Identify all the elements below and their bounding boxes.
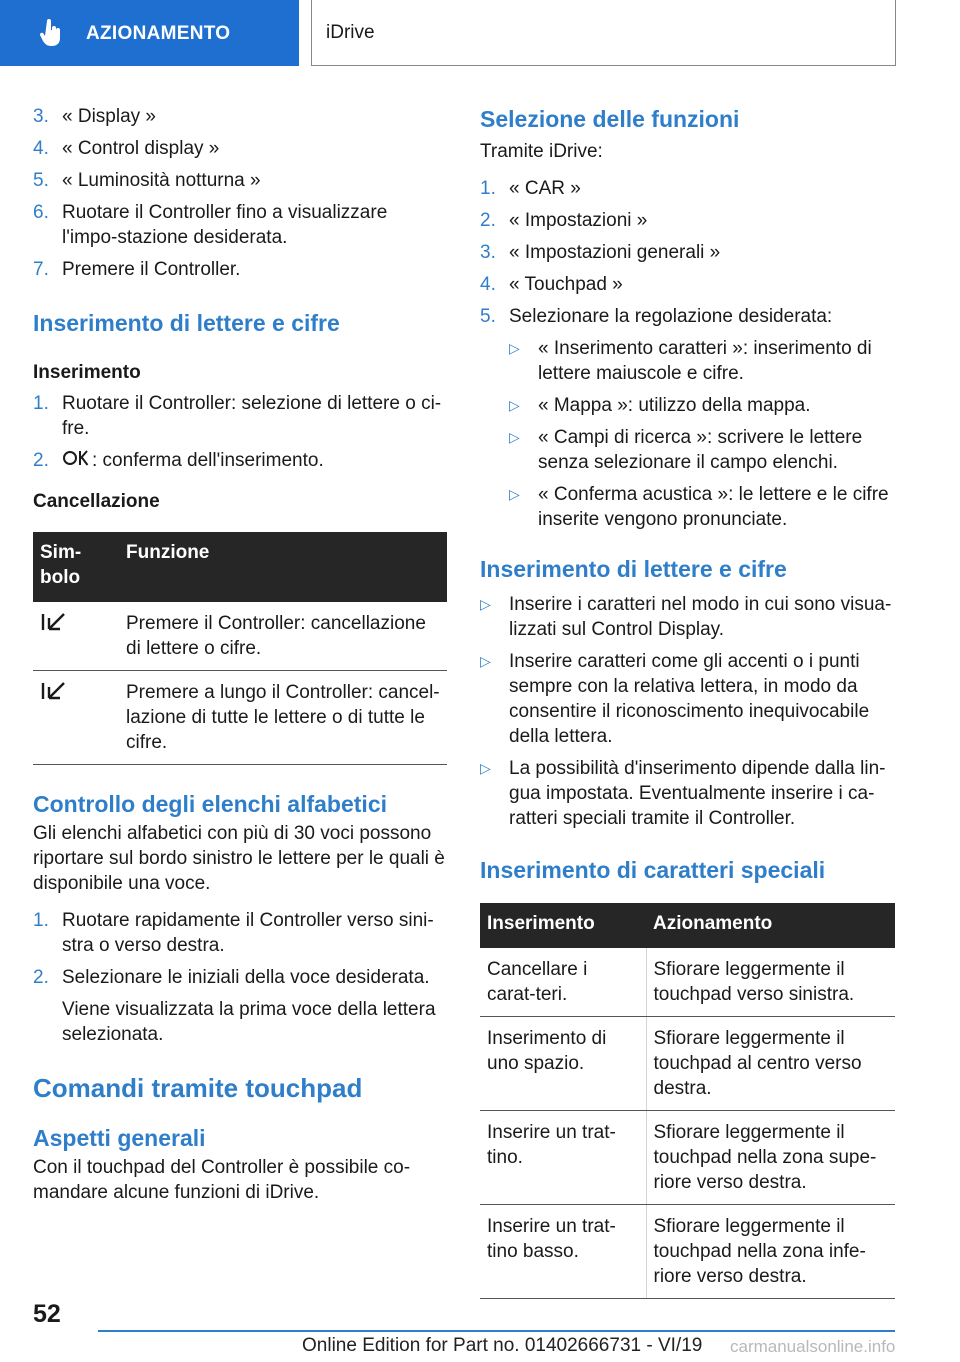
left-column [33,104,447,1205]
intro-text: Tramite iDrive: [480,141,603,162]
subheading-delete: Cancellazione [33,491,160,512]
options-list [509,336,895,532]
triangle-bullet-icon: ▷ [480,760,491,776]
table-cell: Sfiorare leggermente il touchpad verso sinistra. [646,948,895,1017]
table-header: Funzione [119,532,447,602]
input-tips-list [480,592,895,831]
heading-input-letters: Inserimento di lettere e cifre [480,556,787,582]
chapter-tab [311,0,896,66]
right-column [480,104,895,1299]
heading-letters-digits: Inserimento di lettere e cifre [33,310,340,336]
subheading-insert: Inserimento [33,362,141,383]
list-item: 5. Selezionare la regolazione desiderata: [480,306,833,327]
list-item: 1. Ruotare il Controller: selezione di lettere o ci-fre. [33,393,442,439]
table-cell: Premere il Controller: cancellazione di lettere o cifre. [119,602,447,671]
hand-pointer-icon [40,19,62,47]
list-item: ▷ Inserire caratteri come gli accenti o i punti sempre con la relativa lettera, in modo da consentire il riconoscimento inequivocabile della lettera. [480,651,870,747]
table-header: Sim-bolo [33,532,119,602]
page-number: 52 [33,1300,61,1328]
list-item: 4. « Touchpad » [480,274,623,295]
table-cell: Sfiorare leggermente il touchpad nella zona supe-riore verso destra. [646,1111,895,1205]
section-tab [0,0,299,66]
delete-table [33,532,447,765]
steps-insert [33,391,447,473]
list-item: 4. « Control display » [33,138,220,159]
paragraph-touchpad: Con il touchpad del Controller è possibile co-mandare alcune funzioni di iDrive. [33,1157,411,1203]
table-header-row [480,903,895,948]
triangle-bullet-icon: ▷ [509,429,520,445]
table-row [33,602,447,671]
special-chars-table [480,903,895,1299]
table-row [480,948,895,1017]
steps-top [33,104,447,282]
list-item: 7. Premere il Controller. [33,259,241,280]
list-item: 1. Ruotare rapidamente il Controller verso sini-stra o verso destra. [33,910,434,956]
triangle-bullet-icon: ▷ [509,397,520,413]
table-cell: Cancellare i carat-teri. [480,948,646,1017]
heading-touchpad: Comandi tramite touchpad [33,1073,363,1103]
list-item: 3. « Display » [33,106,156,127]
triangle-bullet-icon: ▷ [480,596,491,612]
table-cell: Inserire un trat-tino basso. [480,1205,646,1299]
list-item: ▷ La possibilità d'inserimento dipende dalla lin-gua impostata. Eventualmente inserire i ca-ratteri speciali tramite il Controller. [480,758,886,829]
list-item: ▷ « Mappa »: utilizzo della mappa. [509,395,811,416]
triangle-bullet-icon: ▷ [480,653,491,669]
watermark: carmanualsonline.info [730,1337,896,1356]
table-cell: Premere a lungo il Controller: cancel-lazione di tutte le lettere o di tutte le cifre. [119,671,447,765]
section-title: AZIONAMENTO [86,22,231,44]
backspace-arrow-icon [40,611,68,633]
heading-select-functions: Selezione delle funzioni [480,106,740,132]
note-alpha: Viene visualizzata la prima voce della lettera selezionata. [62,999,436,1045]
table-cell: Inserimento di uno spazio. [480,1017,646,1111]
list-item: 5. « Luminosità notturna » [33,170,261,191]
list-item: 2. « Impostazioni » [480,210,648,231]
list-item: 2. Selezionare le iniziali della voce desiderata. [33,967,430,988]
list-item: ▷ Inserire i caratteri nel modo in cui sono visua-lizzati sul Control Display. [480,594,892,640]
list-item: 3. « Impostazioni generali » [480,242,721,263]
list-item: 2. : conferma dell'inserimento. [33,450,324,471]
table-row [480,1111,895,1205]
table-header: Inserimento [480,903,646,948]
table-cell: Sfiorare leggermente il touchpad nella zona infe-riore verso destra. [646,1205,895,1299]
table-row [33,671,447,765]
chapter-title: iDrive [326,22,375,43]
list-item: 1. « CAR » [480,178,581,199]
table-header-row [33,532,447,602]
table-cell: Inserire un trat-tino. [480,1111,646,1205]
table-row [480,1205,895,1299]
heading-alpha-lists: Controllo degli elenchi alfabetici [33,791,387,817]
paragraph-alpha: Gli elenchi alfabetici con più di 30 voci possono riportare sul bordo sinistro le lettere per le quali è disponibile una voce. [33,823,445,894]
table-cell: Sfiorare leggermente il touchpad al centro verso destra. [646,1017,895,1111]
table-header: Azionamento [646,903,895,948]
edition-text: Online Edition for Part no. 01402666731 - VI/19 [302,1335,703,1356]
list-item: ▷ « Conferma acustica »: le lettere e le cifre inserite vengono pronunciate. [509,484,889,530]
triangle-bullet-icon: ▷ [509,340,520,356]
steps-alpha [33,908,447,990]
list-item: 6. Ruotare il Controller fino a visualizzare l'impo-stazione desiderata. [33,202,388,248]
ok-icon [62,448,92,468]
heading-general: Aspetti generali [33,1125,206,1151]
footer-divider [98,1330,895,1332]
list-item: ▷ « Campi di ricerca »: scrivere le lettere senza selezionare il campo elenchi. [509,427,863,473]
backspace-arrow-icon [40,680,68,702]
triangle-bullet-icon: ▷ [509,486,520,502]
heading-special-chars: Inserimento di caratteri speciali [480,857,826,883]
table-row [480,1017,895,1111]
list-item: ▷ « Inserimento caratteri »: inserimento di lettere maiuscole e cifre. [509,338,872,384]
steps-select [480,176,895,329]
